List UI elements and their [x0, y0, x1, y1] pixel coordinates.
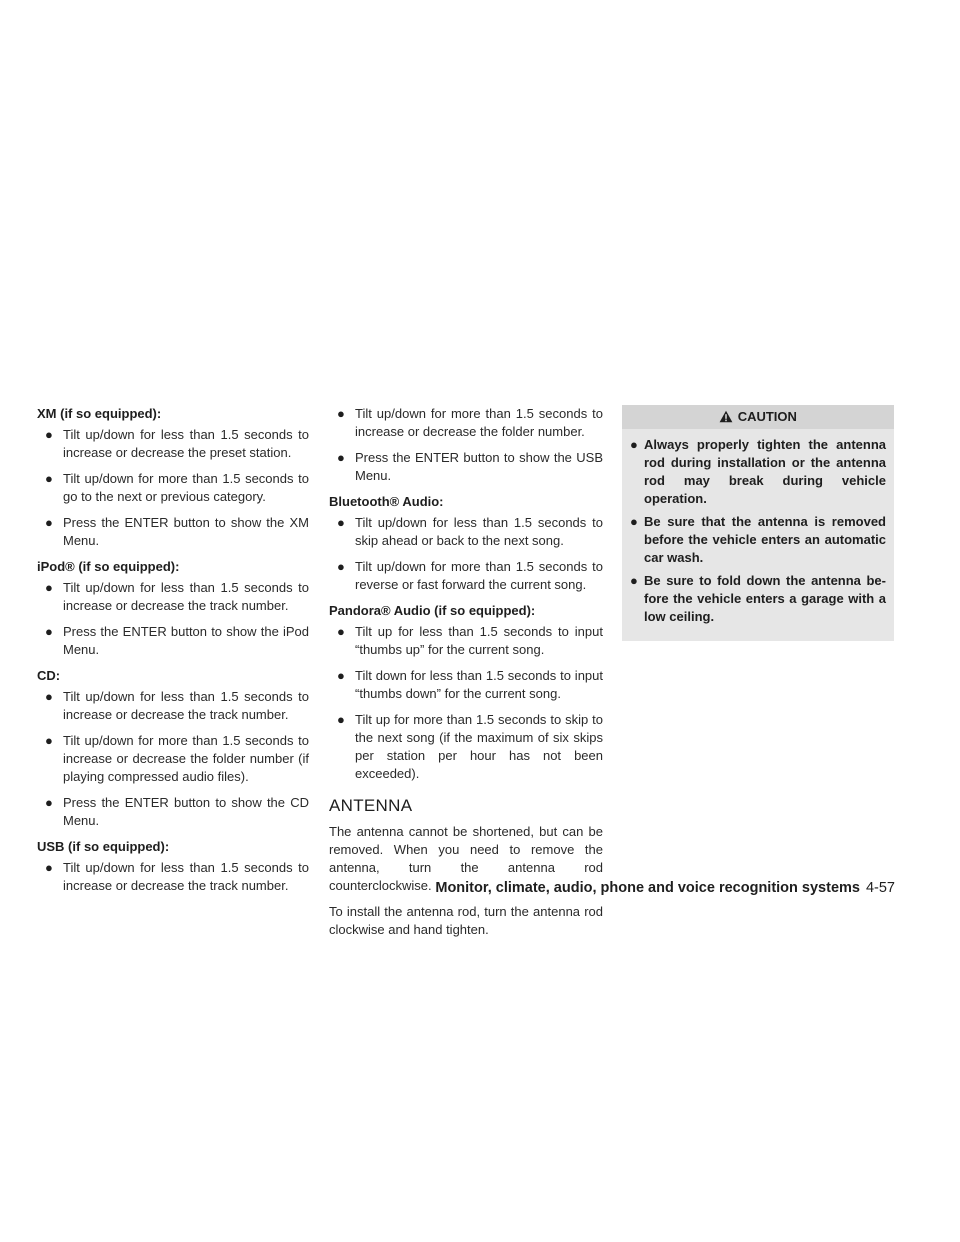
list-item: ● Press the ENTER button to show the iPod Menu. — [45, 624, 309, 657]
page-footer — [435, 880, 895, 896]
antenna-section-title: ANTENNA — [329, 796, 413, 815]
list-item: ● Tilt up/down for less than 1.5 seconds to skip ahead or back to the next song. — [337, 515, 603, 548]
bullet-icon: ● — [337, 559, 345, 574]
xm-heading: XM (if so equipped): — [37, 406, 162, 421]
list-item: ● Be sure to fold down the antenna be-fore the vehicle enters a garage with a low ceiling. — [630, 573, 886, 624]
list-item: ● Press the ENTER button to show the USB Menu. — [337, 450, 603, 483]
footer-section-name: Monitor, climate, audio, phone and voice recognition systems — [435, 880, 860, 896]
list-item: ● Be sure that the antenna is removed before the vehicle enters an automatic car wash. — [630, 514, 886, 565]
usb-list — [37, 859, 309, 895]
caution-body — [622, 429, 894, 641]
caution-title: CAUTION — [737, 409, 797, 424]
bullet-icon: ● — [45, 795, 53, 810]
pandora-heading: Pandora® Audio (if so equipped): — [329, 603, 536, 618]
bullet-icon: ● — [45, 733, 53, 748]
bullet-icon: ● — [337, 515, 345, 530]
list-item: ● Tilt down for less than 1.5 seconds to input “thumbs down” for the current song. — [337, 668, 603, 701]
xm-list — [37, 426, 309, 550]
list-item: ● Tilt up/down for less than 1.5 seconds to increase or decrease the track number. — [45, 580, 309, 613]
bullet-icon: ● — [45, 471, 53, 486]
caution-box — [622, 405, 894, 641]
list-item: ● Tilt up/down for less than 1.5 seconds to increase or decrease the track number. — [45, 860, 309, 893]
pandora-list — [329, 623, 603, 783]
list-item: ● Tilt up for more than 1.5 seconds to skip to the next song (if the maximum of six skips per station per hour has not been exceeded). — [337, 712, 603, 781]
left-column — [37, 405, 309, 903]
bullet-icon: ● — [45, 515, 53, 530]
list-item: ● Tilt up/down for less than 1.5 seconds to increase or decrease the preset station. — [45, 427, 309, 460]
bluetooth-heading: Bluetooth® Audio: — [329, 494, 444, 509]
list-item: ● Press the ENTER button to show the XM Menu. — [45, 515, 309, 548]
caution-header — [622, 405, 894, 429]
list-item: ● Tilt up/down for less than 1.5 seconds to increase or decrease the track number. — [45, 689, 309, 722]
page-number: 4-57 — [865, 880, 895, 896]
bullet-icon: ● — [45, 860, 53, 875]
bullet-icon: ● — [45, 580, 53, 595]
bullet-icon: ● — [630, 514, 638, 529]
bullet-icon: ● — [630, 437, 638, 452]
cd-heading: CD: — [37, 668, 61, 683]
list-item: ● Tilt up for less than 1.5 seconds to input “thumbs up” for the current song. — [337, 624, 603, 657]
bullet-icon: ● — [45, 689, 53, 704]
usb-heading: USB (if so equipped): — [37, 839, 170, 854]
ipod-heading: iPod® (if so equipped): — [37, 559, 180, 574]
cd-list — [37, 688, 309, 830]
caution-list — [626, 436, 886, 626]
ipod-list — [37, 579, 309, 659]
bullet-icon: ● — [45, 427, 53, 442]
antenna-paragraph-remove: The antenna cannot be shortened, but can be removed. When you need to remove the antenna, turn the antenna rod counterclockwise. — [329, 824, 603, 893]
list-item: ● Always properly tighten the antenna rod during installation or the antenna rod may break during vehicle operation. — [630, 437, 886, 506]
bullet-icon: ● — [337, 668, 345, 683]
usb-list-continued — [329, 405, 603, 485]
bullet-icon: ● — [337, 624, 345, 639]
list-item: ● Tilt up/down for more than 1.5 seconds to increase or decrease the folder number (if playing compressed audio files). — [45, 733, 309, 784]
bluetooth-list — [329, 514, 603, 594]
bullet-icon: ● — [337, 450, 345, 465]
list-item: ● Tilt up/down for more than 1.5 seconds to reverse or fast forward the current song. — [337, 559, 603, 592]
bullet-icon: ● — [630, 573, 638, 588]
list-item: ● Tilt up/down for more than 1.5 seconds to go to the next or previous category. — [45, 471, 309, 504]
bullet-icon: ● — [337, 712, 345, 727]
list-item: ● Press the ENTER button to show the CD Menu. — [45, 795, 309, 828]
middle-column — [329, 405, 603, 947]
antenna-paragraph-install: To install the antenna rod, turn the antenna rod clockwise and hand tighten. — [329, 904, 603, 937]
bullet-icon: ● — [337, 406, 345, 421]
list-item: ● Tilt up/down for more than 1.5 seconds to increase or decrease the folder number. — [337, 406, 603, 439]
warning-triangle-icon — [719, 410, 733, 423]
bullet-icon: ● — [45, 624, 53, 639]
